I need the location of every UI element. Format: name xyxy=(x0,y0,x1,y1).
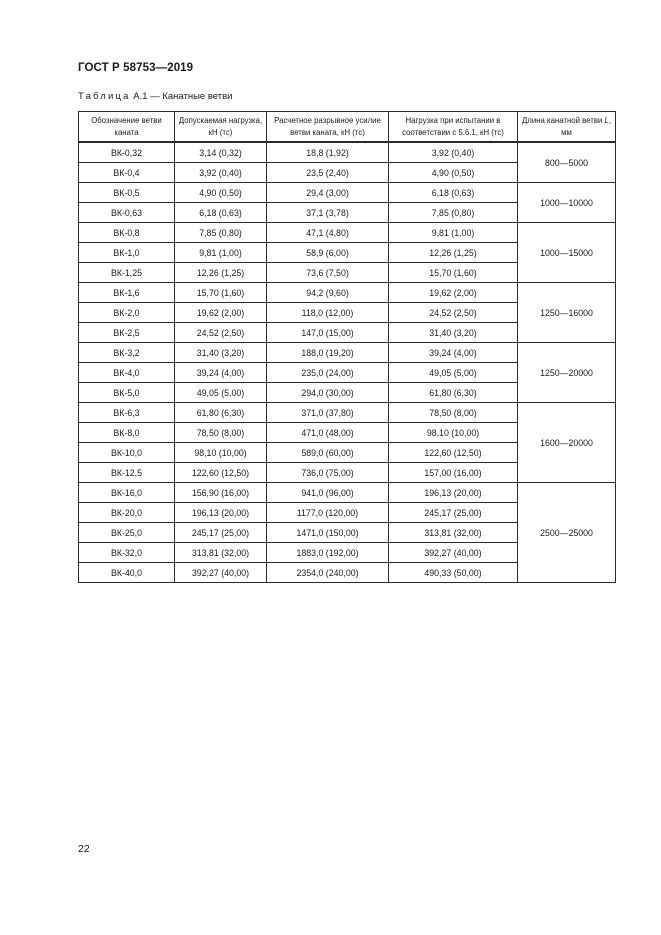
table-header-row xyxy=(79,112,616,143)
cell-test-load: 61,80 (6,30) xyxy=(389,383,518,403)
cell-test-load: 313,81 (32,00) xyxy=(389,523,518,543)
cell-breaking-force: 736,0 (75,00) xyxy=(267,463,389,483)
cell-breaking-force: 73,6 (7,50) xyxy=(267,263,389,283)
table-row xyxy=(79,223,616,243)
cell-allowable-load: 4,90 (0,50) xyxy=(175,183,267,203)
cell-allowable-load: 78,50 (8,00) xyxy=(175,423,267,443)
table-row xyxy=(79,343,616,363)
cell-designation: ВК-2,0 xyxy=(79,303,175,323)
document-header: ГОСТ Р 58753—2019 xyxy=(78,62,194,74)
cell-breaking-force: 147,0 (15,00) xyxy=(267,323,389,343)
cell-allowable-load: 31,40 (3,20) xyxy=(175,343,267,363)
cell-allowable-load: 19,62 (2,00) xyxy=(175,303,267,323)
cell-length-range: 1250—20000 xyxy=(518,343,616,403)
cell-designation: ВК-10,0 xyxy=(79,443,175,463)
cell-designation: ВК-12,5 xyxy=(79,463,175,483)
cell-test-load: 3,92 (0,40) xyxy=(389,142,518,163)
header-test-load: Нагрузка при испытании в соответствии с 5.6.1, кН (тс) xyxy=(389,112,518,143)
cell-designation: ВК-0,4 xyxy=(79,163,175,183)
header-allowable-load: Допускаемая нагрузка, кН (тс) xyxy=(175,112,267,143)
cell-designation: ВК-0,8 xyxy=(79,223,175,243)
cell-designation: ВК-1,0 xyxy=(79,243,175,263)
table-caption xyxy=(78,91,232,102)
cell-allowable-load: 24,52 (2,50) xyxy=(175,323,267,343)
cell-designation: ВК-1,6 xyxy=(79,283,175,303)
cell-length-range: 1000—10000 xyxy=(518,183,616,223)
table-row xyxy=(79,142,616,163)
cell-allowable-load: 122,60 (12,50) xyxy=(175,463,267,483)
cell-allowable-load: 392,27 (40,00) xyxy=(175,563,267,583)
header-length: Длина канатной ветви L, мм xyxy=(518,112,616,143)
cell-designation: ВК-8,0 xyxy=(79,423,175,443)
cell-test-load: 490,33 (50,00) xyxy=(389,563,518,583)
header-designation: Обозначение ветви каната xyxy=(79,112,175,143)
cell-allowable-load: 196,13 (20,00) xyxy=(175,503,267,523)
cell-allowable-load: 39,24 (4,00) xyxy=(175,363,267,383)
page-number: 22 xyxy=(78,843,90,855)
cell-designation: ВК-20,0 xyxy=(79,503,175,523)
cell-allowable-load: 61,80 (6,30) xyxy=(175,403,267,423)
cell-allowable-load: 98,10 (10,00) xyxy=(175,443,267,463)
cell-test-load: 31,40 (3,20) xyxy=(389,323,518,343)
cell-breaking-force: 235,0 (24,00) xyxy=(267,363,389,383)
cell-breaking-force: 47,1 (4,80) xyxy=(267,223,389,243)
cell-breaking-force: 941,0 (96,00) xyxy=(267,483,389,503)
cell-breaking-force: 294,0 (30,00) xyxy=(267,383,389,403)
cell-test-load: 49,05 (5,00) xyxy=(389,363,518,383)
cell-test-load: 12,26 (1,25) xyxy=(389,243,518,263)
cell-test-load: 245,17 (25,00) xyxy=(389,503,518,523)
cell-designation: ВК-2,5 xyxy=(79,323,175,343)
table-caption-title: А.1 — Канатные ветви xyxy=(133,91,233,102)
cell-test-load: 39,24 (4,00) xyxy=(389,343,518,363)
cell-designation: ВК-0,5 xyxy=(79,183,175,203)
cell-length-range: 1250—16000 xyxy=(518,283,616,343)
cell-allowable-load: 12,26 (1,25) xyxy=(175,263,267,283)
cell-designation: ВК-4,0 xyxy=(79,363,175,383)
cell-test-load: 6,18 (0,63) xyxy=(389,183,518,203)
cell-length-range: 2500—25000 xyxy=(518,483,616,583)
cell-allowable-load: 156,90 (16,00) xyxy=(175,483,267,503)
cell-test-load: 24,52 (2,50) xyxy=(389,303,518,323)
cell-length-range: 800—5000 xyxy=(518,142,616,183)
cell-test-load: 157,00 (16,00) xyxy=(389,463,518,483)
cell-designation: ВК-1,25 xyxy=(79,263,175,283)
table-row xyxy=(79,403,616,423)
cell-length-range: 1000—15000 xyxy=(518,223,616,283)
cell-allowable-load: 3,14 (0,32) xyxy=(175,142,267,163)
cell-allowable-load: 9,81 (1,00) xyxy=(175,243,267,263)
cell-test-load: 15,70 (1,60) xyxy=(389,263,518,283)
cell-breaking-force: 118,0 (12,00) xyxy=(267,303,389,323)
cell-test-load: 9,81 (1,00) xyxy=(389,223,518,243)
cell-designation: ВК-25,0 xyxy=(79,523,175,543)
cell-designation: ВК-16,0 xyxy=(79,483,175,503)
cell-test-load: 98,10 (10,00) xyxy=(389,423,518,443)
table-row xyxy=(79,483,616,503)
cell-breaking-force: 1471,0 (150,00) xyxy=(267,523,389,543)
cell-breaking-force: 94,2 (9,60) xyxy=(267,283,389,303)
cell-designation: ВК-32,0 xyxy=(79,543,175,563)
cell-designation: ВК-0,32 xyxy=(79,142,175,163)
cell-designation: ВК-5,0 xyxy=(79,383,175,403)
cell-breaking-force: 23,5 (2,40) xyxy=(267,163,389,183)
cell-allowable-load: 3,92 (0,40) xyxy=(175,163,267,183)
cell-breaking-force: 2354,0 (240,00) xyxy=(267,563,389,583)
cell-allowable-load: 49,05 (5,00) xyxy=(175,383,267,403)
cell-breaking-force: 37,1 (3,78) xyxy=(267,203,389,223)
cell-test-load: 392,27 (40,00) xyxy=(389,543,518,563)
cell-breaking-force: 58,9 (6,00) xyxy=(267,243,389,263)
cell-allowable-load: 15,70 (1,60) xyxy=(175,283,267,303)
cell-designation: ВК-6,3 xyxy=(79,403,175,423)
table-body xyxy=(79,142,616,583)
cell-breaking-force: 1883,0 (192,00) xyxy=(267,543,389,563)
cell-designation: ВК-0,63 xyxy=(79,203,175,223)
cell-test-load: 7,85 (0,80) xyxy=(389,203,518,223)
cell-allowable-load: 313,81 (32,00) xyxy=(175,543,267,563)
cell-length-range: 1600—20000 xyxy=(518,403,616,483)
cell-breaking-force: 471,0 (48,00) xyxy=(267,423,389,443)
table-caption-label: Таблица xyxy=(78,91,131,102)
cell-test-load: 196,13 (20,00) xyxy=(389,483,518,503)
cell-breaking-force: 589,0 (60,00) xyxy=(267,443,389,463)
cell-breaking-force: 371,0 (37,80) xyxy=(267,403,389,423)
cell-test-load: 78,50 (8,00) xyxy=(389,403,518,423)
cell-breaking-force: 29,4 (3,00) xyxy=(267,183,389,203)
table-row xyxy=(79,183,616,203)
cell-breaking-force: 18,8 (1,92) xyxy=(267,142,389,163)
cell-breaking-force: 1177,0 (120,00) xyxy=(267,503,389,523)
cell-allowable-load: 245,17 (25,00) xyxy=(175,523,267,543)
cell-allowable-load: 7,85 (0,80) xyxy=(175,223,267,243)
cell-allowable-load: 6,18 (0,63) xyxy=(175,203,267,223)
cell-test-load: 19,62 (2,00) xyxy=(389,283,518,303)
table-row xyxy=(79,283,616,303)
header-breaking-force: Расчетное разрывное усилие ветви каната, кН (тс) xyxy=(267,112,389,143)
cell-test-load: 4,90 (0,50) xyxy=(389,163,518,183)
cell-designation: ВК-40,0 xyxy=(79,563,175,583)
cell-breaking-force: 188,0 (19,20) xyxy=(267,343,389,363)
cell-designation: ВК-3,2 xyxy=(79,343,175,363)
cell-test-load: 122,60 (12,50) xyxy=(389,443,518,463)
rope-branches-table xyxy=(78,111,616,583)
